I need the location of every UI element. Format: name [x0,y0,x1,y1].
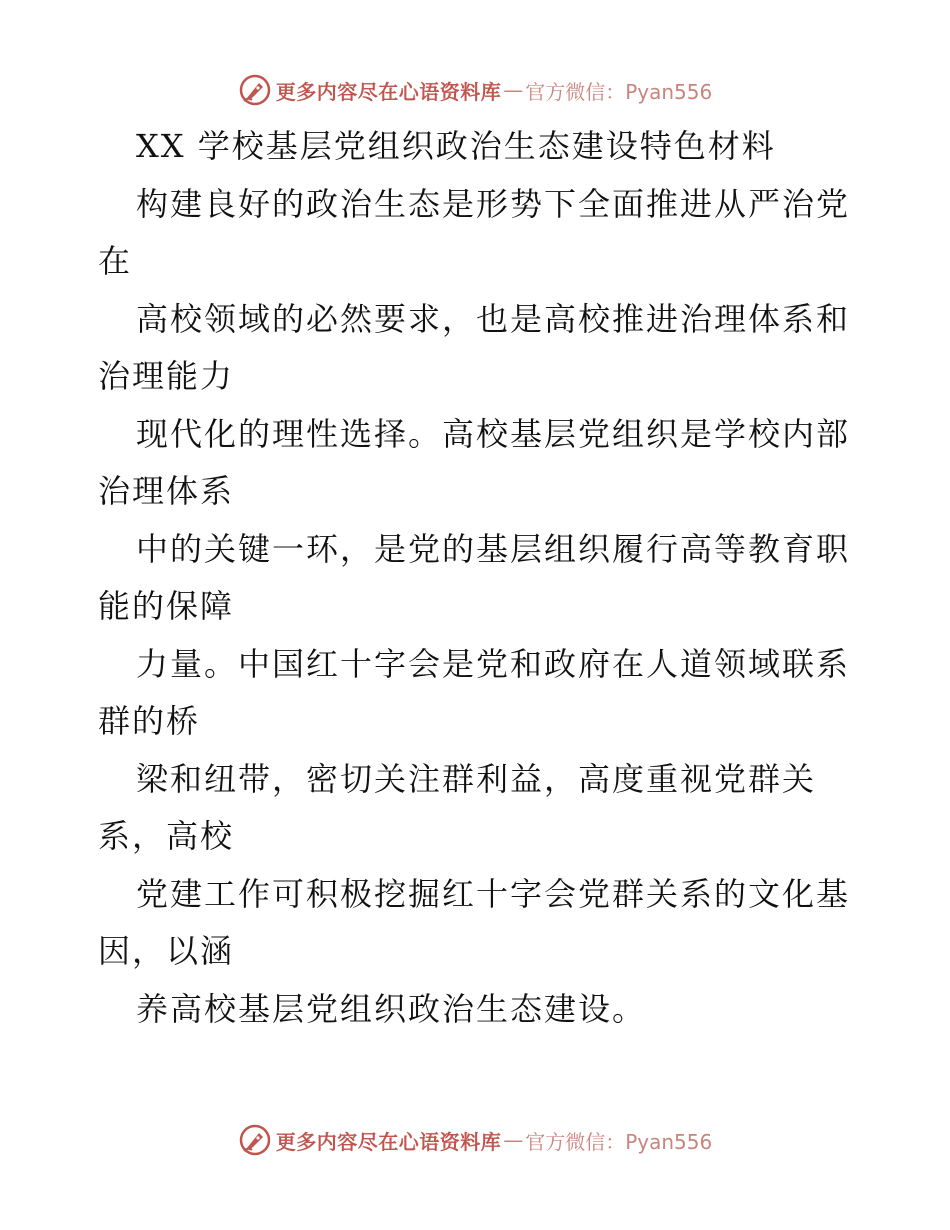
paragraph-line: 现代化的理性选择。高校基层党组织是学校内部 [136,414,851,453]
header-dash: — [503,78,524,102]
paragraph-line: 因，以涵 [98,932,235,970]
header-brand-text: 更多内容尽在心语资料库 [275,79,502,104]
document-title: XX 学校基层党组织政治生态建设特色材料 [136,127,776,165]
footer-banner [0,1120,950,1160]
header-contact-text: 官方微信：Pyan556 [525,79,713,104]
paragraph-line: 治理能力 [98,357,235,395]
header-banner [0,70,950,110]
paragraph-line: 能的保障 [98,587,235,625]
paragraph-line: 高校领域的必然要求，也是高校推进治理体系和 [136,299,851,338]
paragraph-line: 治理体系 [98,472,235,510]
paragraph-line: 党建工作可积极挖掘红十字会党群关系的文化基 [136,874,851,913]
paragraph-line: 力量。中国红十字会是党和政府在人道领域联系 [136,644,851,683]
footer-contact-text: 官方微信：Pyan556 [525,1129,713,1154]
paragraph-line: 在 [98,242,133,280]
pen-nib-logo-icon [238,1123,272,1157]
paragraph-line: 养高校基层党组织政治生态建设。 [136,989,647,1028]
footer-dash: — [503,1128,524,1152]
paragraph-line: 构建良好的政治生态是形势下全面推进从严治党 [136,184,851,223]
paragraph-line: 中的关键一环，是党的基层组织履行高等教育职 [136,529,851,568]
pen-nib-logo-icon [238,73,272,107]
document-body [98,118,858,1038]
paragraph-line: 系，高校 [98,817,235,855]
footer-brand-text: 更多内容尽在心语资料库 [275,1129,502,1154]
paragraph-line: 群的桥 [98,702,201,740]
paragraph-line: 梁和纽带，密切关注群利益，高度重视党群关 [136,759,817,798]
